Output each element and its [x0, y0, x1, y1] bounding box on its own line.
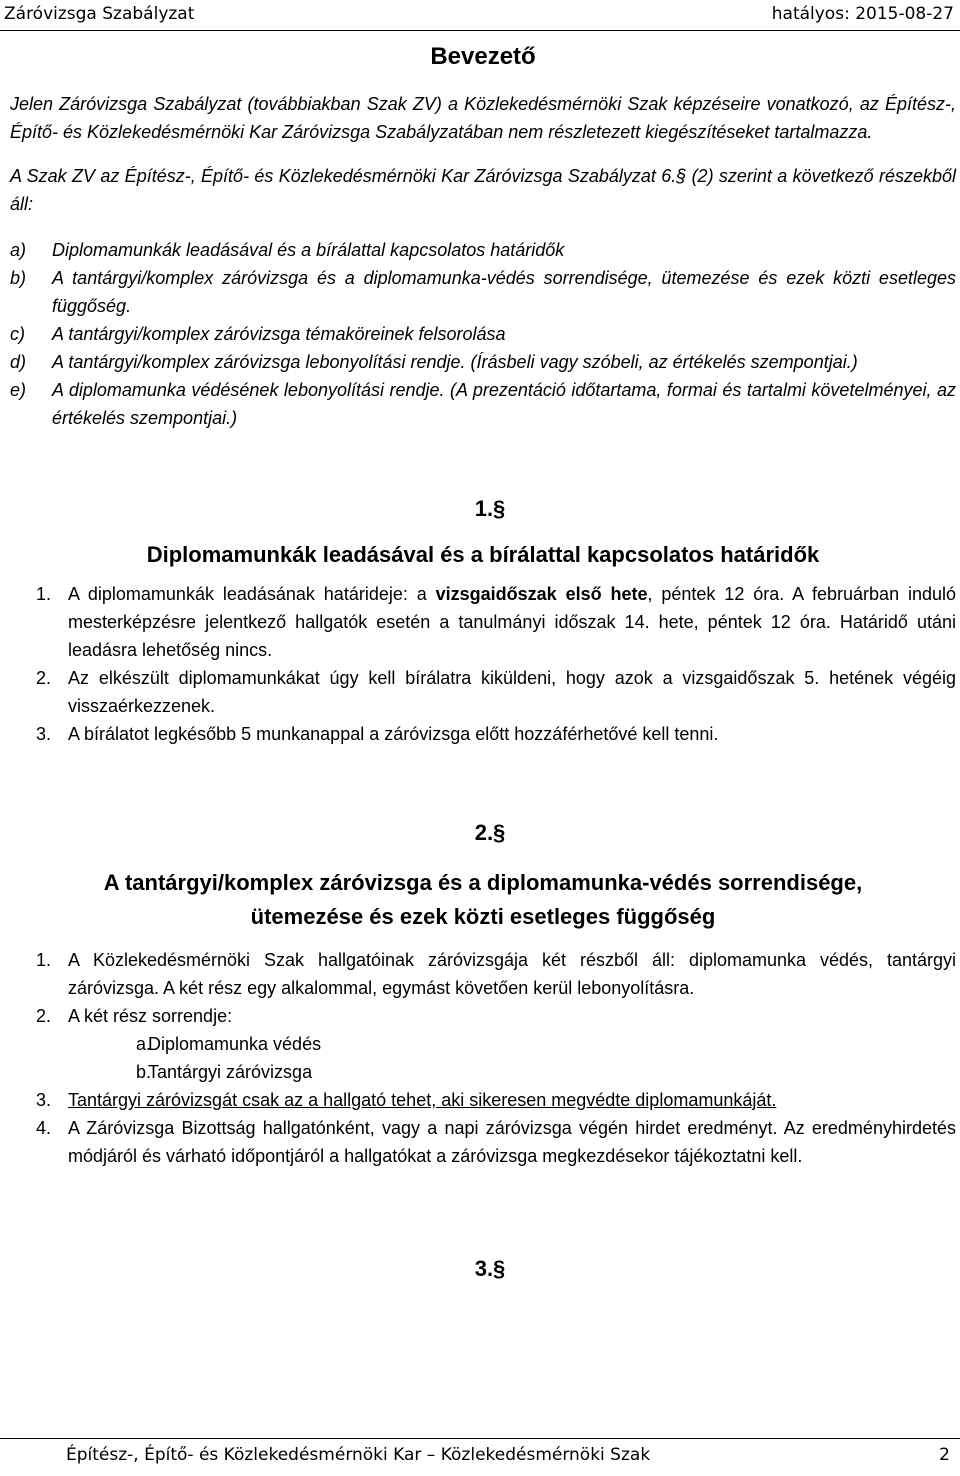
list-item-text: A két rész sorrendje: [68, 1006, 233, 1026]
list-item-label: 1. [36, 950, 52, 970]
list-item-text: A diplomamunka védésének lebonyolítási rendje. (A prezentáció időtartama, formai és tartalmi követelményei, az értékelés szempontjai.) [52, 380, 956, 428]
sub-list-item-text: Tantárgyi záróvizsga [148, 1062, 313, 1082]
list-item [10, 1086, 956, 1114]
sub-list-container [10, 1030, 956, 1086]
section-3-number: 3.§ [474, 1256, 506, 1281]
list-item [10, 1002, 956, 1030]
intro-paragraph-1: Jelen Záróvizsga Szabályzat (továbbiakban Szak ZV) a Közlekedésmérnöki Szak képzéseire vonatkozó, az Építész-, Építő- és Közlekedésmérnöki Kar Záróvizsga Szabályzatában nem részletezett kiegészítéseket tartalmazza. [10, 94, 956, 142]
list-item-label: c) [10, 324, 25, 344]
list-item [10, 376, 956, 432]
intro-paragraph-2: A Szak ZV az Építész-, Építő- és Közlekedésmérnöki Kar Záróvizsga Szabályzat 6.§ (2) szerint a következő részekből áll: [10, 166, 956, 214]
list-item [10, 348, 956, 376]
list-item-text: Az elkészült diplomamunkákat úgy kell bírálatra kiküldeni, hogy azok a vizsgaidőszak 5. hetének végéig visszaérkezzenek. [68, 668, 956, 716]
document-body [10, 30, 956, 1284]
section-2-title [10, 866, 956, 934]
page-number: 2 [939, 1445, 950, 1465]
list-item-text: A tantárgyi/komplex záróvizsga témaköreinek felsorolása [52, 324, 506, 344]
list-item-text: Tantárgyi záróvizsgát csak az a hallgató tehet, aki sikeresen megvédte diplomamunkáját. [68, 1090, 777, 1110]
sub-list-item [10, 1030, 956, 1058]
list-item-text: A tantárgyi/komplex záróvizsga és a diplomamunka-védés sorrendisége, ütemezése és ezek közti esetleges függőség. [52, 268, 956, 316]
page-header [0, 0, 960, 31]
list-item [10, 946, 956, 1002]
sub-list-item-label: b. [136, 1062, 152, 1082]
list-item-label: d) [10, 352, 27, 372]
list-item [10, 720, 956, 748]
header-doc-title: Záróvizsga Szabályzat [4, 4, 195, 24]
deadline-emphasis: vizsgaidőszak első hete [435, 584, 648, 604]
list-item-label: b) [10, 268, 27, 288]
section-1-list [10, 580, 956, 748]
page-title: Bevezető [430, 43, 536, 70]
page-footer [0, 1438, 960, 1476]
list-item [10, 1114, 956, 1170]
list-item-label: 2. [36, 668, 52, 688]
sub-list [10, 1030, 956, 1086]
list-item-label: 3. [36, 724, 52, 744]
section-2-title-line-2: ütemezése és ezek közti esetleges függőség [250, 904, 716, 929]
list-item-text: A Záróvizsga Bizottság hallgatónként, vagy a napi záróvizsga végén hirdet eredményt. Az eredményhirdetés módjáról és várható időpontjáról a hallgatókat a záróvizsga megkezdésekor tájékoztatni kell. [68, 1118, 956, 1166]
list-item-label: 2. [36, 1006, 52, 1026]
list-item [10, 264, 956, 320]
deadline-text-post: , péntek 12 óra. A februárban induló mesterképzésre jelentkező hallgatók esetén a tanulmányi időszak 14. hete, péntek 12 óra. Határidő utáni leadásra lehetőség nincs. [68, 584, 956, 660]
list-item-text: A tantárgyi/komplex záróvizsga lebonyolítási rendje. (Írásbeli vagy szóbeli, az értékelés szempontjai.) [52, 352, 858, 372]
section-2-number: 2.§ [474, 820, 506, 845]
list-item-label: e) [10, 380, 27, 400]
deadline-text-pre: A diplomamunkák leadásának határideje: a [68, 584, 436, 604]
header-effective-date: hatályos: 2015-08-27 [771, 4, 954, 24]
section-1-number: 1.§ [474, 496, 506, 521]
list-item [10, 236, 956, 264]
section-2-list [10, 946, 956, 1170]
list-item-text [68, 580, 956, 664]
list-item-label: 1. [36, 584, 52, 604]
list-item-label: 3. [36, 1090, 52, 1110]
sub-list-item-label: a. [136, 1034, 152, 1054]
list-item [10, 664, 956, 720]
list-item-text: Diplomamunkák leadásával és a bírálattal kapcsolatos határidők [52, 240, 565, 260]
sub-list-item-text: Diplomamunka védés [148, 1034, 322, 1054]
intro-section [10, 90, 956, 432]
intro-list [10, 236, 956, 432]
list-item [10, 580, 956, 664]
footer-faculty: Építész-, Építő- és Közlekedésmérnöki Kar – Közlekedésmérnöki Szak [66, 1445, 651, 1465]
list-item-text: A Közlekedésmérnöki Szak hallgatóinak záróvizsgája két részből áll: diplomamunka védés, tantárgyi záróvizsga. A két rész egy alkalommal, egymást követően kerül lebonyolításra. [68, 950, 956, 998]
list-item-label: a) [10, 240, 27, 260]
section-1-title: Diplomamunkák leadásával és a bírálattal kapcsolatos határidők [146, 542, 820, 567]
sub-list-item [10, 1058, 956, 1086]
list-item [10, 320, 956, 348]
list-item-label: 4. [36, 1118, 52, 1138]
section-2-title-line-1: A tantárgyi/komplex záróvizsga és a diplomamunka-védés sorrendisége, [103, 870, 863, 895]
list-item-text: A bírálatot legkésőbb 5 munkanappal a záróvizsga előtt hozzáférhetővé kell tenni. [68, 724, 719, 744]
